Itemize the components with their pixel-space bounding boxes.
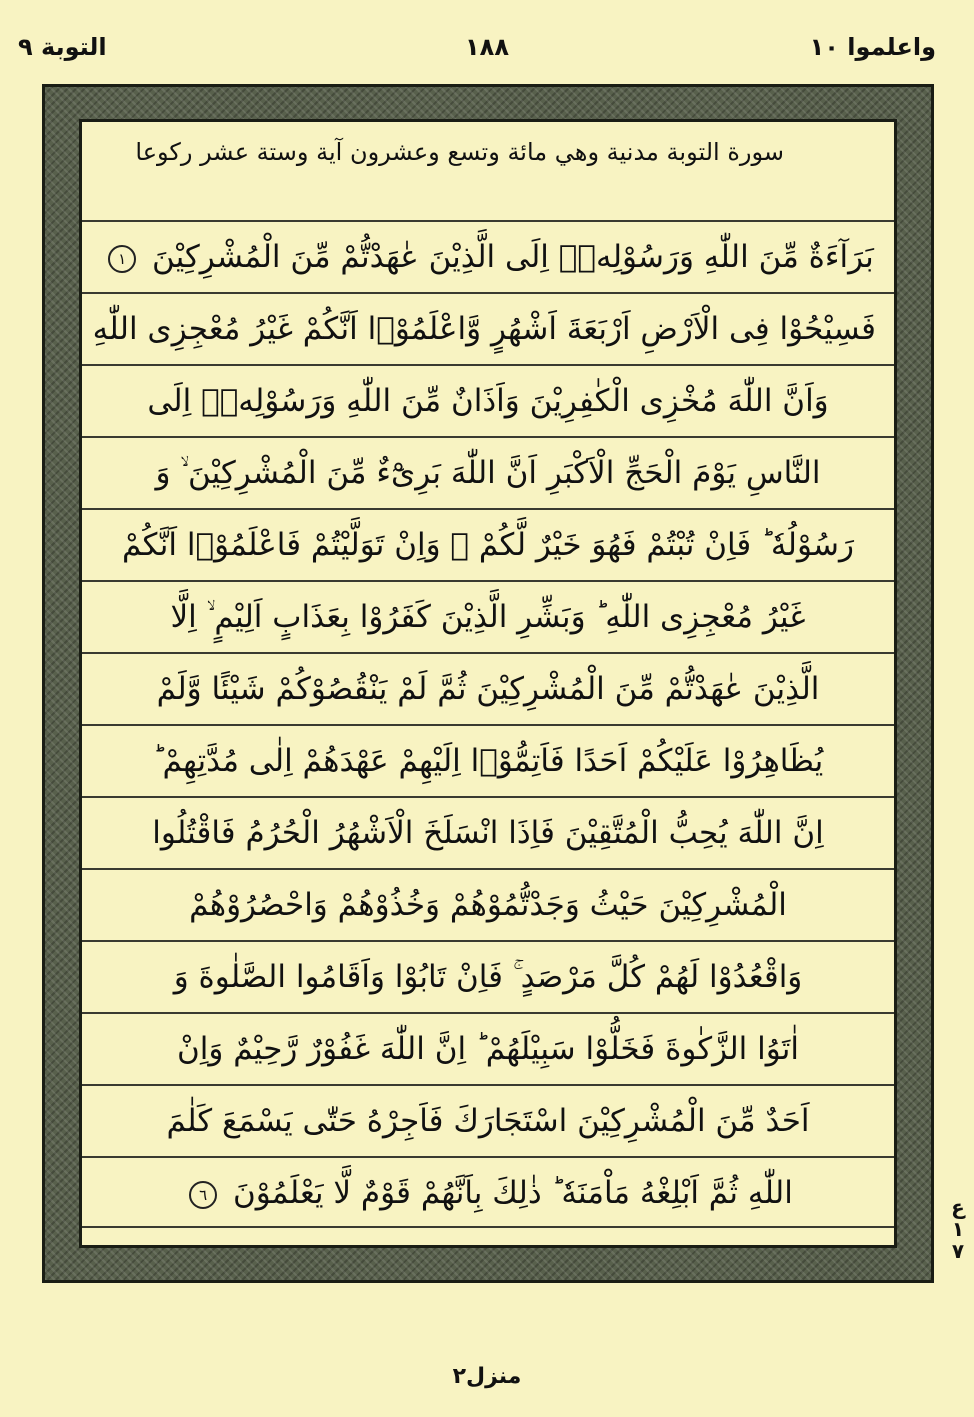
verse-line-7 — [82, 652, 894, 724]
verse-text: رَسُوْلُهٗ ؕ فَاِنْ تُبْتُمْ فَهُوَ خَيْرٌ لَّكُمْ ۚ وَاِنْ تَوَلَّيْتُمْ فَاعْلَمُوْۤا اَنَّكُمْ — [122, 527, 854, 563]
verse-line-12 — [82, 1012, 894, 1084]
verse-line-1 — [82, 220, 894, 292]
verse-text: وَاَنَّ اللّٰهَ مُخْزِى الْكٰفِرِيْنَ وَاَذَانٌ مِّنَ اللّٰهِ وَرَسُوْلِهٖۤ اِلَى — [147, 383, 829, 419]
verse-text: اللّٰهِ ثُمَّ اَبْلِغْهُ مَاْمَنَهٗ ؕ ذٰلِكَ بِاَنَّهُمْ قَوْمٌ لَّا يَعْلَمُوْنَ — [233, 1175, 793, 1211]
verse-line-6 — [82, 580, 894, 652]
ruku-number: ١ — [951, 1217, 965, 1241]
verse-line-2 — [82, 292, 894, 364]
verse-text: غَيْرُ مُعْجِزِى اللّٰهِ ؕ وَبَشِّرِ الَّذِيْنَ كَفَرُوْا بِعَذَابٍ اَلِيْمٍ ۙ اِلَّا — [170, 599, 806, 635]
verse-text: يُظَاهِرُوْا عَلَيْكُمْ اَحَدًا فَاَتِمُّوْۤا اِلَيْهِمْ عَهْدَهُمْ اِلٰى مُدَّتِهِمْ ؕ — [152, 743, 824, 779]
verse-text: الْمُشْرِكِيْنَ حَيْثُ وَجَدْتُّمُوْهُمْ وَخُذُوْهُمْ وَاحْصُرُوْهُمْ — [189, 887, 787, 923]
verse-line-14 — [82, 1156, 894, 1228]
verse-line-8 — [82, 724, 894, 796]
verse-line-9 — [82, 796, 894, 868]
page-number: ١٨٨ — [465, 33, 509, 61]
verse-line-13 — [82, 1084, 894, 1156]
ruku-margin-marker — [946, 1196, 970, 1262]
surah-heading-line-1: سورة التوبة مدنية وهي مائة وتسع وعشرون آية وستة عشر ركوعا — [135, 138, 784, 166]
ornamental-border — [42, 84, 934, 1283]
ayah-number-marker: ١ — [108, 245, 136, 273]
verse-line-4 — [82, 436, 894, 508]
verse-text: اِنَّ اللّٰهَ يُحِبُّ الْمُتَّقِيْنَ فَاِذَا انْسَلَخَ الْاَشْهُرُ الْحُرُمُ فَاقْتُلُوا — [152, 815, 824, 851]
verse-text: اٰتَوُا الزَّكٰوةَ فَخَلُّوْا سَبِيْلَهُمْ ؕ اِنَّ اللّٰهَ غَفُوْرٌ رَّحِيْمٌ وَاِنْ — [177, 1031, 799, 1067]
verse-text: الَّذِيْنَ عٰهَدْتُّمْ مِّنَ الْمُشْرِكِيْنَ ثُمَّ لَمْ يَنْقُصُوْكُمْ شَيْئًا وَّلَمْ — [156, 671, 820, 707]
juz-label: واعلموا ١٠ — [809, 33, 936, 61]
ruku-sign: ع — [951, 1195, 965, 1219]
manzil-label: منزل٢ — [452, 1364, 522, 1389]
ayah-number-marker: ٦ — [189, 1181, 217, 1209]
verse-lines — [82, 220, 894, 1228]
text-panel — [79, 119, 897, 1248]
verse-text: وَاقْعُدُوْا لَهُمْ كُلَّ مَرْصَدٍ ۚ فَاِنْ تَابُوْا وَاَقَامُوا الصَّلٰوةَ وَ — [173, 959, 803, 995]
verse-line-3 — [82, 364, 894, 436]
verse-text: اَحَدٌ مِّنَ الْمُشْرِكِيْنَ اسْتَجَارَكَ فَاَجِرْهُ حَتّٰى يَسْمَعَ كَلٰمَ — [166, 1103, 810, 1139]
verse-line-10 — [82, 868, 894, 940]
verse-line-5 — [82, 508, 894, 580]
surah-label: التوبة ٩ — [18, 33, 107, 61]
verse-text: بَرَآءَةٌ مِّنَ اللّٰهِ وَرَسُوْلِهٖۤ اِلَى الَّذِيْنَ عٰهَدْتُّمْ مِّنَ الْمُشْرِكِيْنَ — [152, 239, 874, 275]
verse-line-11 — [82, 940, 894, 1012]
verse-text: النَّاسِ يَوْمَ الْحَجِّ الْاَكْبَرِ اَنَّ اللّٰهَ بَرِىْٓءٌ مِّنَ الْمُشْرِكِيْنَ ۙ وَ — [155, 455, 821, 491]
surah-heading — [135, 134, 784, 214]
verse-text: فَسِيْحُوْا فِى الْاَرْضِ اَرْبَعَةَ اَشْهُرٍ وَّاعْلَمُوْۤا اَنَّكُمْ غَيْرُ مُعْجِزِى اللّٰهِ — [92, 311, 876, 347]
ruku-count: ٧ — [951, 1239, 965, 1263]
